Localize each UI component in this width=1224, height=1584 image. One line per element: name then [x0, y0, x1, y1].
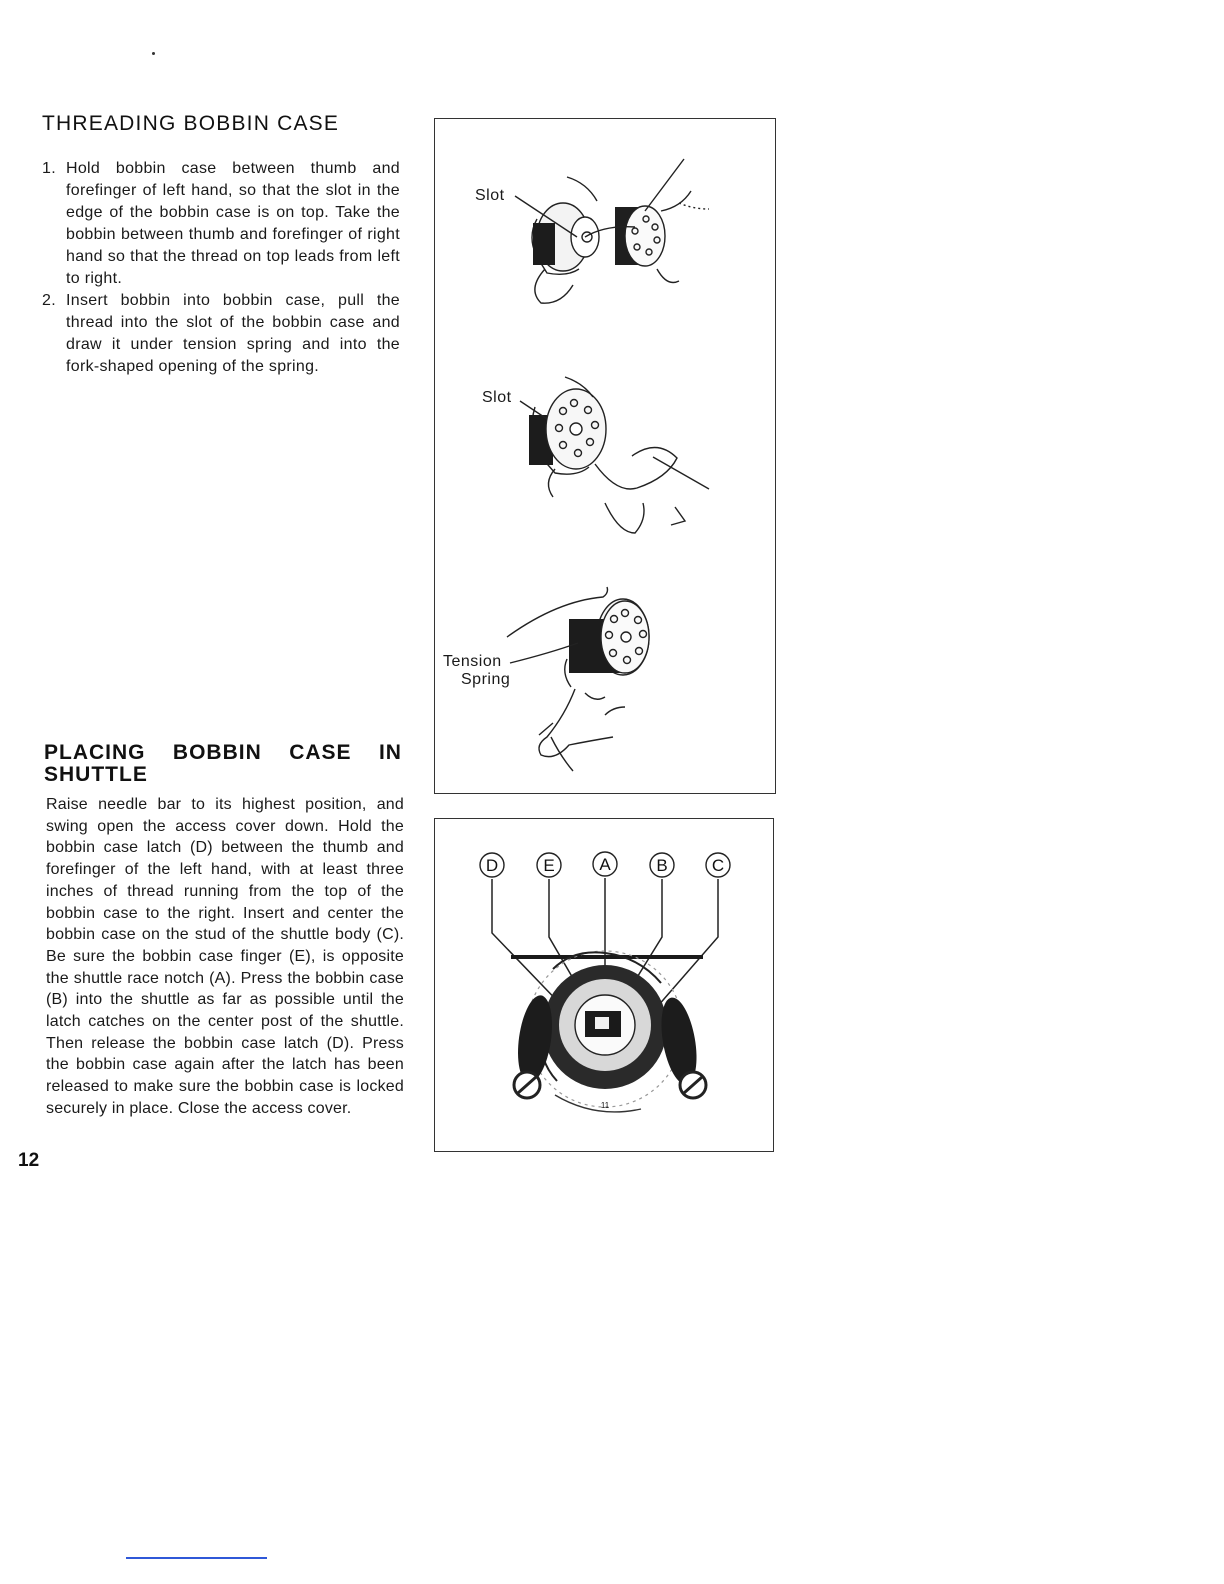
threading-figure-panel [434, 118, 776, 794]
heading-word: IN [378, 741, 402, 764]
callout-b: B [656, 856, 668, 875]
bobbin-insertion-drawing [515, 159, 709, 303]
small-mark: 11 [600, 1101, 610, 1110]
page-number: 12 [18, 1150, 40, 1171]
step-number: 2. [42, 292, 56, 309]
thread-into-slot-drawing [520, 377, 709, 533]
print-speck [152, 52, 155, 55]
tension-spring-drawing [507, 587, 649, 771]
callout-d: D [485, 856, 499, 875]
heading-word: CASE [289, 741, 352, 764]
heading-line-2: SHUTTLE [44, 763, 148, 786]
shuttle-illustration [435, 819, 775, 1153]
callout-e: E [543, 856, 555, 875]
step-text: Hold bobbin case between thumb and forefinger of left hand, so that the slot in the edge of the bobbin case is on top. Take the bobbin between thumb and forefinger of right hand so that the thread on top leads from left to right. [66, 160, 400, 287]
step-text: Insert bobbin into bobbin case, pull the thread into the slot of the bobbin case and draw it under tension spring and into the fork-shaped opening of the spring. [66, 292, 400, 375]
threading-steps-list [42, 158, 400, 378]
callout-c: C [711, 856, 725, 875]
threading-bobbin-case-heading: THREADING BOBBIN CASE [42, 112, 340, 135]
threading-step-1 [42, 158, 400, 290]
slot-label-top: Slot [475, 187, 505, 204]
tension-label-line2: Spring [461, 671, 511, 688]
heading-line-1 [44, 742, 402, 764]
step-number: 1. [42, 160, 56, 177]
slot-label-middle: Slot [482, 389, 512, 406]
heading-word: BOBBIN [172, 741, 262, 764]
shuttle-figure-panel [434, 818, 774, 1152]
threading-step-2 [42, 290, 400, 378]
threading-illustrations [435, 119, 777, 795]
tension-label-line1: Tension [443, 653, 502, 670]
shuttle-mechanism-drawing [511, 951, 706, 1112]
placing-bobbin-case-heading [44, 742, 402, 786]
heading-word: PLACING [44, 741, 146, 764]
callout-a: A [599, 855, 611, 874]
bottom-rule [126, 1557, 267, 1559]
placing-bobbin-case-body: Raise needle bar to its highest position, and swing open the access cover down. Hold the bobbin case latch (D) between the thumb and forefinger of the left hand, with at least three inches of thread running from the top of the bobbin case to the right. Insert and center the bobbin case on the stud of the shuttle body (C). Be sure the bobbin case finger (E), is opposite the shuttle race notch (A). Press the bobbin case (B) into the shuttle as far as possible until the latch catches on the center post of the shuttle. Then release the bobbin case latch (D). Press the bobbin case again after the latch has been released to make sure the bobbin case is locked securely in place. Close the access cover. [46, 796, 404, 1117]
